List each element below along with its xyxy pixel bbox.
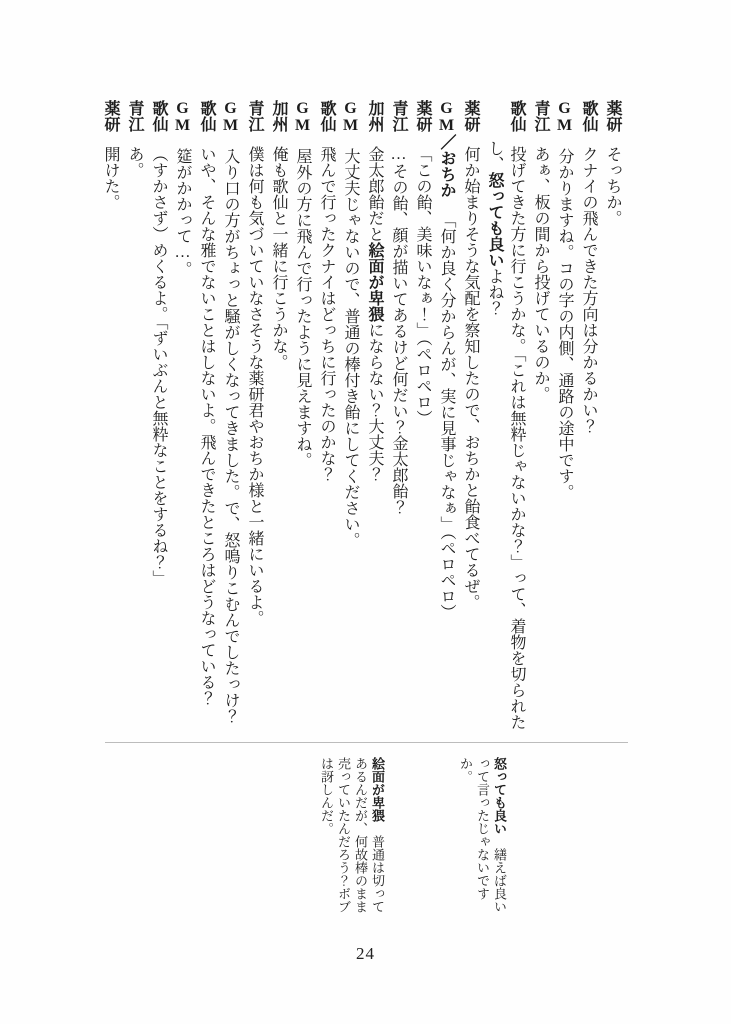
- speaker-name: GM: [556, 100, 573, 134]
- speaker-name: GM: [294, 100, 311, 134]
- speaker-name: 薬研: [414, 100, 431, 132]
- dialogue-entry: [601, 100, 623, 732]
- dialogue-text: 大丈夫じゃないので、普通の棒付き飴にしてください。: [342, 148, 359, 548]
- dialogue-entry: [411, 100, 433, 732]
- dialogue-entry: [363, 100, 385, 732]
- dialogue-text: 分かりますね。コの字の内側、通路の途中です。: [556, 148, 573, 500]
- speaker-name: GM／おちか: [438, 100, 455, 198]
- dialogue-text: 何か始まりそうな気配を察知したので、おちかと飴食べてるぜ。: [462, 146, 479, 610]
- dialogue-entry: [339, 100, 361, 732]
- dialogue-text: よね？: [486, 268, 503, 316]
- dialogue-entry: [291, 100, 313, 732]
- dialogue-text: 俺も歌仙と一緒に行こうかな。: [270, 146, 287, 370]
- dialogue-entry: [459, 100, 481, 732]
- dialogue-entry: [171, 100, 193, 732]
- dialogue-text: 「何か良く分からんが、実に見事じゃなぁ」（ペロペロ）: [438, 212, 455, 620]
- dialogue-entry: [123, 100, 145, 732]
- dialogue-text: にならない？大丈夫？: [366, 322, 383, 482]
- dialogue-entry: [99, 100, 121, 732]
- speaker-name: 青江: [126, 100, 143, 132]
- dialogue-entry: [577, 100, 599, 732]
- dialogue-text: 開けた。: [102, 146, 119, 210]
- dialogue-text: そっちか。: [604, 146, 621, 226]
- speaker-name: 加州: [366, 100, 383, 132]
- dialogue-text: クナイの飛んできた方向は分かるかい？: [580, 146, 597, 434]
- dialogue-text: いや、そんな雅でないことはしないよ。飛んできたところはどうなっている？: [198, 146, 215, 706]
- speaker-name: 青江: [532, 100, 549, 132]
- footnote-item: [457, 757, 508, 915]
- speaker-name: 青江: [246, 100, 263, 132]
- speaker-name: 歌仙: [150, 100, 167, 132]
- footnote-item: [318, 757, 386, 915]
- dialogue-text: あぁ、板の間から投げているのか。: [532, 146, 549, 402]
- dialogue-entry: [387, 100, 409, 732]
- dialogue-text: 投げてきた方に行こうかな。「これは無粋じゃないかな？」って、着物を切られたし、: [486, 140, 525, 730]
- dialogue-text: あ。: [126, 146, 143, 178]
- dialogue-entry: [219, 100, 241, 732]
- dialogue-text: 僕は何も気づいていなさそうな薬研君やおちか様と一緒にいるよ。: [246, 146, 263, 626]
- dialogue-entry: [553, 100, 575, 732]
- footnote-text: 繕えば良いって言ったじゃないですか。: [458, 757, 507, 913]
- dialogue-text: …その飴、顔が描いてあるけど何だい？金太郎飴？: [390, 146, 407, 515]
- dialogue-text: 屋外の方に飛んで行ったように見えますね。: [294, 148, 311, 468]
- speaker-name: 歌仙: [508, 100, 525, 132]
- speaker-name: 青江: [390, 100, 407, 132]
- dialogue-log: [97, 100, 623, 732]
- footnote-term: 絵面が卑猥: [370, 757, 385, 822]
- dialogue-entry: [435, 100, 457, 732]
- footnote-divider: [105, 742, 628, 743]
- dialogue-entry: [147, 100, 169, 732]
- dialogue-text: 飛んで行ったクナイはどっちに行ったのかな？: [318, 146, 335, 482]
- speaker-name: 薬研: [462, 100, 479, 132]
- speaker-name: 薬研: [102, 100, 119, 132]
- page-number: 24: [356, 944, 375, 963]
- dialogue-entry: [243, 100, 265, 732]
- speaker-name: 歌仙: [198, 100, 215, 132]
- speaker-name: GM: [222, 100, 239, 134]
- dialogue-entry: [267, 100, 289, 732]
- speaker-name: 薬研: [604, 100, 621, 132]
- speaker-name: GM: [342, 100, 359, 134]
- dialogue-entry: [529, 100, 551, 732]
- footnote-ref-term: 絵面が卑猥: [366, 242, 383, 322]
- dialogue-text: 入り口の方がちょっと騒がしくなってきました。で、怒鳴りこむんでしたっけ？: [222, 148, 239, 724]
- dialogue-entry: [195, 100, 217, 732]
- dialogue-text: 「この飴、美味いなぁ！」（ペロペロ）: [414, 146, 431, 426]
- speaker-name: 加州: [270, 100, 287, 132]
- footnote-text: 普通は切ってあるんだが、何故棒のまま売っていたんだろう？ボブは訝しんだ。: [319, 757, 385, 913]
- dialogue-entry: [315, 100, 337, 732]
- dialogue-entry: [483, 100, 527, 732]
- footnote-ref-term: 怒っても良い: [486, 172, 503, 268]
- dialogue-text: （すかさず）めくるよ。「ずいぶんと無粋なことをするね？」: [150, 146, 167, 586]
- speaker-name: 歌仙: [318, 100, 335, 132]
- dialogue-text: 金太郎飴だと: [366, 146, 383, 242]
- speaker-name: GM: [174, 100, 191, 134]
- footnote-term: 怒っても良い: [492, 757, 507, 835]
- dialogue-text: 筵がかかって…。: [174, 148, 191, 277]
- speaker-name: 歌仙: [580, 100, 597, 132]
